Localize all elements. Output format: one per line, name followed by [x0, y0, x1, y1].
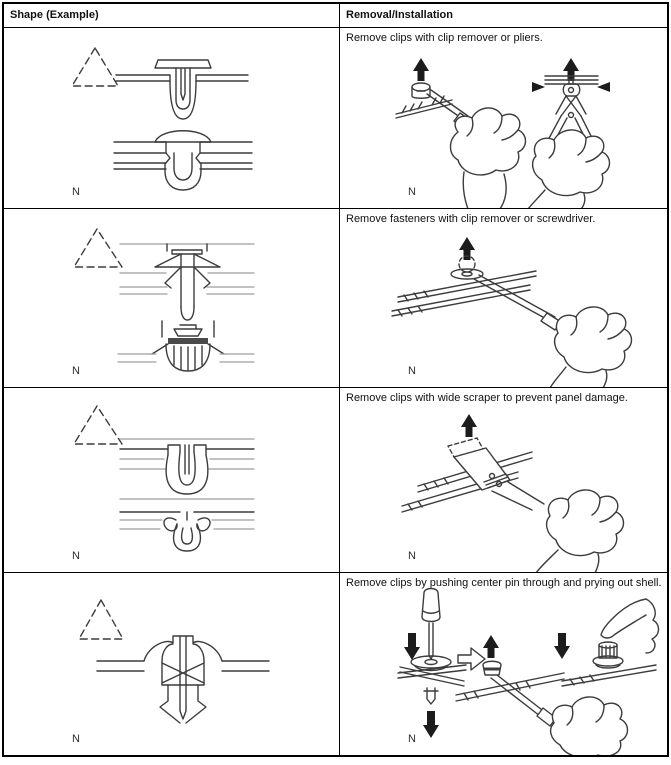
step-push-pin-through — [398, 589, 466, 739]
wide-scraper-figure — [340, 388, 667, 572]
spring-clip-u-type — [166, 445, 208, 494]
clip-remover-and-pliers-figure — [340, 28, 667, 208]
figure-note: N — [408, 365, 416, 377]
push-pin-sequence-figure — [340, 573, 667, 755]
step-reinstall-pin — [554, 599, 659, 686]
push-in-arrow-left — [532, 82, 545, 92]
up-arrow-icon — [413, 58, 429, 81]
row3-shape-cell — [4, 387, 339, 572]
figure-note: N — [72, 733, 80, 745]
clip-removal-table — [2, 2, 669, 757]
spring-clip-w-type — [164, 512, 210, 551]
screwdriver-pry-figure — [340, 209, 667, 387]
up-arrow-icon — [461, 414, 477, 437]
clip-flat-head — [116, 60, 248, 119]
row4-shape-cell — [4, 572, 339, 755]
row3-removal-cell — [339, 387, 667, 572]
column-header-removal: Removal/Installation — [339, 4, 667, 27]
figure-note: N — [72, 550, 80, 562]
row2-removal-cell — [339, 208, 667, 387]
figure-note: N — [72, 186, 80, 198]
row2-shape-cell — [4, 208, 339, 387]
instruction-text: Remove clips with wide scraper to prevent panel damage. — [346, 392, 628, 404]
figure-note: N — [72, 365, 80, 377]
next-step-arrow-icon — [458, 648, 485, 670]
fastener-umbrella-head — [155, 244, 220, 320]
down-arrow-icon — [404, 633, 420, 660]
fastener-ribbed-body — [118, 321, 254, 371]
push-in-clips-figure — [4, 28, 339, 208]
row1-removal-cell — [339, 27, 667, 208]
down-arrow-icon — [554, 633, 570, 659]
row1-shape-cell — [4, 27, 339, 208]
center-pin-clip-figure — [4, 573, 339, 755]
push-in-arrow-right — [597, 82, 610, 92]
center-pin-expansion-clip — [97, 636, 269, 723]
dashed-triangle-icon — [74, 406, 122, 444]
instruction-text: Remove clips by pushing center pin through and prying out shell. — [346, 577, 662, 589]
pliers-hand — [528, 58, 610, 208]
down-arrow-icon — [423, 711, 439, 738]
dashed-triangle-icon — [72, 48, 118, 86]
dashed-triangle-icon — [74, 229, 122, 267]
up-arrow-icon — [563, 58, 579, 81]
barbed-fasteners-figure — [4, 209, 339, 387]
spring-clips-figure — [4, 388, 339, 572]
up-arrow-icon — [483, 635, 499, 658]
column-header-shape: Shape (Example) — [4, 4, 339, 27]
instruction-text: Remove clips with clip remover or pliers. — [346, 32, 543, 44]
row4-removal-cell — [339, 572, 667, 755]
figure-note: N — [408, 186, 416, 198]
figure-note: N — [408, 550, 416, 562]
clip-dome-head — [114, 131, 252, 190]
instruction-text: Remove fasteners with clip remover or screwdriver. — [346, 213, 596, 225]
dashed-triangle-icon — [79, 600, 123, 639]
figure-note: N — [408, 733, 416, 745]
